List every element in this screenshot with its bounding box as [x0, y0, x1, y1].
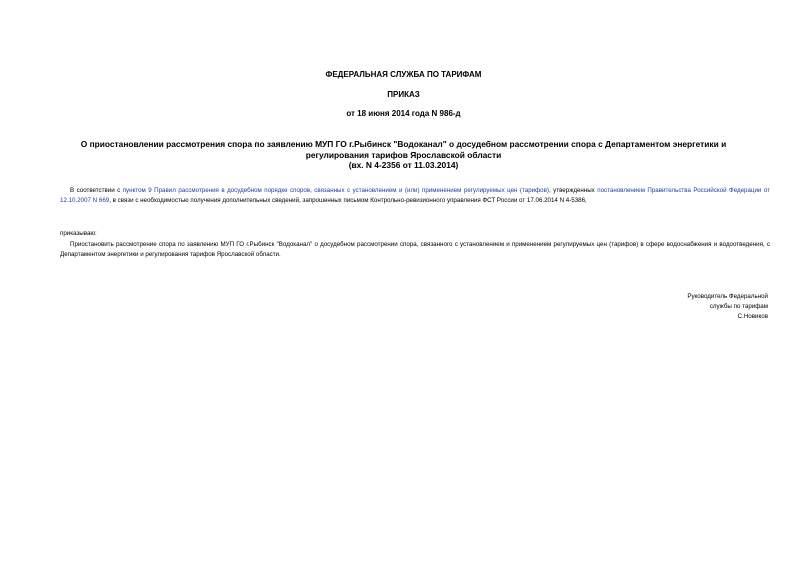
paragraph-basis-text-c: , в связи с необходимостью получения дополнительных сведений, запрошенных письмом Контрольно-ревизионного управления ФСТ России от 17.06.2014 N 4-5386, — [109, 196, 587, 204]
title-line-2: регулирования тарифов Ярославской области — [305, 149, 502, 160]
title-line-3: (вх. N 4-2356 от 11.03.2014) — [348, 160, 459, 170]
paragraph-order: Приостановить рассмотрение спора по заявлению МУП ГО г.Рыбинск "Водоканал" о досудебном рассмотрении спора, связанного с установлением и применением регулируемых цен (тарифов) в сфере водоснабжения и водоотведения, с Департаментом энергетики и регулирования тарифов Ярославской области. — [60, 241, 770, 258]
government-decree-link[interactable]: постановлением Правительства Российской Федерации от 12.10.2007 N 669 — [60, 187, 770, 204]
signature-position-1: Руководитель Федеральной — [687, 293, 768, 300]
rules-link[interactable]: пунктом 9 Правил рассмотрения в досудебном порядке споров, связанных с установлением и (или) применением регулируемых цен (тарифов) — [122, 187, 549, 194]
title-line-1: О приостановлении рассмотрения спора по заявлению МУП ГО г.Рыбинск "Водоканал" о досудебном рассмотрении спора с Департаментом энергетики и — [80, 139, 727, 149]
paragraph-basis-text-b: , утвержденных — [548, 187, 598, 194]
signature-block — [687, 292, 768, 322]
document-type: ПРИКАЗ — [387, 90, 420, 99]
order-word: приказываю: — [60, 230, 97, 237]
document-title — [60, 139, 747, 171]
paragraph-basis-text-a: В соответствии с — [70, 187, 123, 194]
paragraph-basis — [60, 186, 770, 206]
date-and-number: от 18 июня 2014 года N 986-д — [346, 109, 461, 118]
agency-heading: ФЕДЕРАЛЬНАЯ СЛУЖБА ПО ТАРИФАМ — [325, 70, 482, 79]
signature-name: С.Новиков — [737, 313, 768, 320]
signature-position-2: службы по тарифам — [709, 303, 768, 310]
